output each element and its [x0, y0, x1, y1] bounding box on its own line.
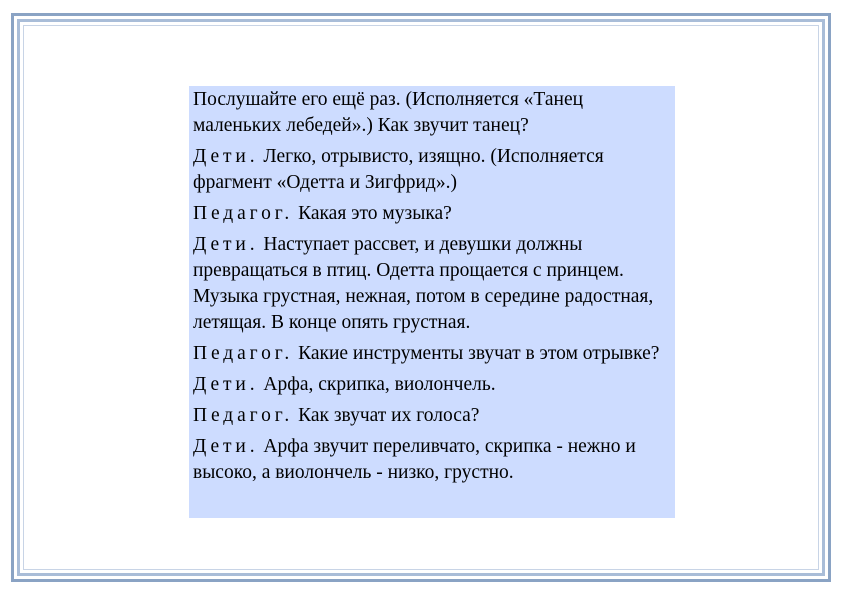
dialogue-paragraph-8	[193, 434, 671, 486]
dialogue-paragraph-5	[193, 341, 671, 367]
speaker-label: Дети.	[193, 374, 259, 395]
paragraph-text: Наступает рассвет, и девушки должны превращаться в птиц. Одетта прощается с принцем. Музыка грустная, нежная, потом в середине радостная, летящая. В конце опять грустная.	[193, 234, 654, 333]
paragraph-text: Какая это музыка?	[298, 203, 452, 224]
speaker-label: Дети.	[193, 436, 259, 457]
paragraph-text: Какие инструменты звучат в этом отрывке?	[298, 343, 660, 364]
paragraph-text: Арфа звучит переливчато, скрипка - нежно и высоко, а виолончель - низко, грустно.	[193, 436, 636, 483]
dialogue-paragraph-4	[193, 232, 671, 336]
speaker-label: Педагог.	[193, 343, 294, 364]
dialogue-paragraph-3	[193, 201, 671, 227]
paragraph-text: Легко, отрывисто, изящно. (Исполняется фрагмент «Одетта и Зигфрид».)	[193, 146, 604, 193]
dialogue-paragraph-6	[193, 372, 671, 398]
dialogue-paragraph-1	[193, 87, 671, 139]
speaker-label: Дети.	[193, 234, 259, 255]
paragraph-text: Как звучат их голоса?	[298, 405, 480, 426]
paragraph-text: Послушайте его ещё раз. (Исполняется «Танец маленьких лебедей».) Как звучит танец?	[193, 89, 584, 136]
dialogue-text-box	[189, 86, 675, 518]
speaker-label: Педагог.	[193, 405, 294, 426]
dialogue-paragraph-7	[193, 403, 671, 429]
speaker-label: Дети.	[193, 146, 259, 167]
dialogue-paragraph-2	[193, 144, 671, 196]
speaker-label: Педагог.	[193, 203, 294, 224]
paragraph-text: Арфа, скрипка, виолончель.	[263, 374, 496, 395]
